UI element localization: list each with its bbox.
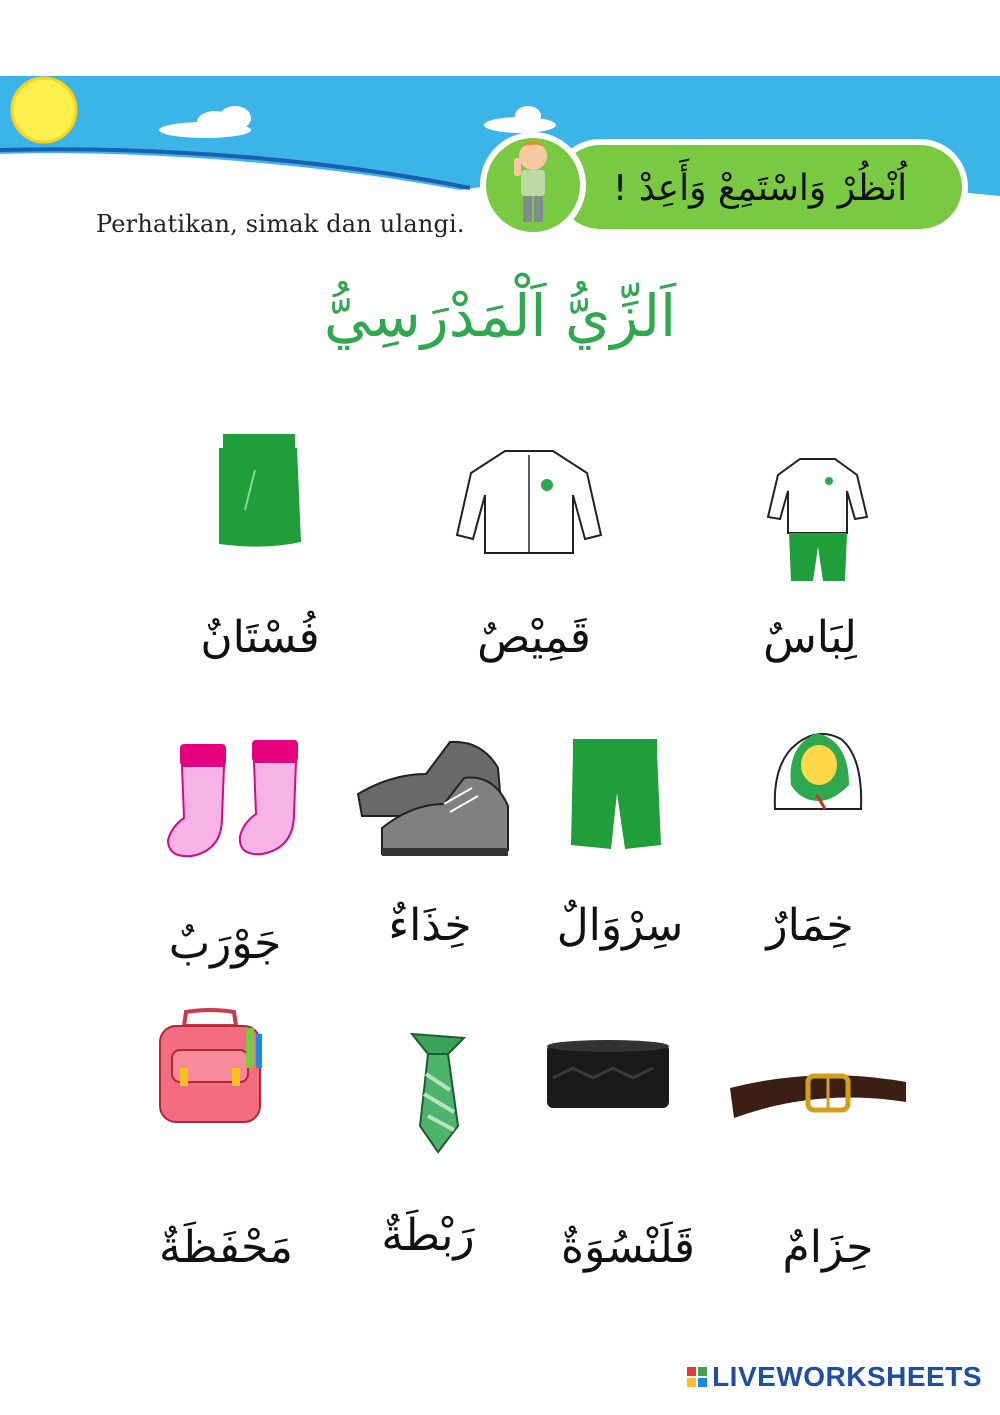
- label-clothes: لِبَاسٌ: [763, 612, 857, 663]
- shirt-image: [455, 445, 603, 560]
- logo-text: LIVEWORKSHEETS: [712, 1361, 982, 1392]
- sun-icon: [12, 78, 76, 142]
- label-socks: جَوْرَبٌ: [168, 918, 282, 969]
- cap-image: [543, 1038, 673, 1113]
- socks-image: [162, 738, 307, 863]
- necktie-image: [398, 1030, 478, 1155]
- label-tie: رَبْطَةٌ: [381, 1210, 475, 1261]
- liveworksheets-logo: [686, 1361, 982, 1393]
- headscarf-image: [763, 725, 873, 810]
- label-dress: فُسْتَانٌ: [200, 612, 320, 663]
- label-headscarf: خِمَارٌ: [766, 900, 854, 951]
- label-shirt: قَمِيْصٌ: [477, 612, 591, 663]
- instruction-text: Perhatikan, simak dan ulangi.: [96, 210, 465, 238]
- skirt-image: [205, 430, 310, 555]
- label-cap: قَلَنْسُوَةٌ: [561, 1222, 695, 1273]
- label-bag: مَحْفَظَةٌ: [159, 1222, 293, 1273]
- shoes-image: [352, 738, 512, 863]
- label-trousers: سِرْوَالٌ: [556, 900, 684, 951]
- trousers-image: [565, 735, 665, 853]
- instruction-arabic: اُنْظُرْ وَاسْتَمِعْ وَأَعِدْ !: [612, 168, 908, 209]
- backpack-image: [150, 1008, 275, 1128]
- uniform-image: [765, 455, 870, 585]
- belt-image: [726, 1060, 911, 1135]
- label-shoes: خِذَاءٌ: [388, 900, 472, 951]
- label-belt: حِزَامٌ: [782, 1222, 874, 1273]
- page-title: اَلزِّيُّ اَلْمَدْرَسِيُّ: [323, 282, 677, 350]
- logo-icon: [686, 1366, 708, 1388]
